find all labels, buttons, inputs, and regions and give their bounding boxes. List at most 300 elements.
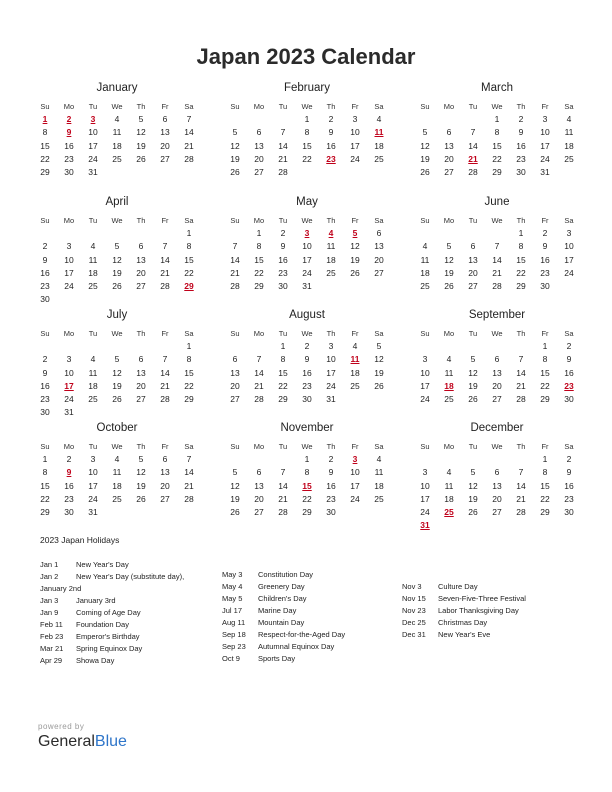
day: 7 (280, 467, 286, 478)
weekday-header: Mo (253, 216, 265, 225)
day: 11 (374, 467, 384, 478)
day: 29 (254, 281, 264, 291)
holiday-entry (40, 607, 141, 619)
day: 14 (230, 254, 240, 265)
day: 20 (254, 493, 264, 504)
holiday-list-title: 2023 Japan Holidays (40, 535, 120, 545)
day: 16 (516, 140, 526, 151)
month-name: June (484, 196, 510, 208)
day: 14 (160, 367, 170, 378)
day: 26 (230, 507, 240, 517)
holiday-date: Nov 15 (402, 594, 426, 603)
day: 27 (468, 281, 478, 291)
holiday-name: Christmas Day (438, 618, 488, 627)
day: 11 (326, 241, 336, 252)
day: 5 (114, 241, 120, 252)
day: 8 (494, 127, 500, 138)
holiday-name: Emperor's Birthday (76, 632, 140, 641)
day: 9 (542, 241, 548, 252)
day: 14 (468, 140, 478, 151)
month-november (223, 422, 391, 534)
day: 27 (444, 167, 454, 177)
day: 28 (230, 281, 240, 291)
day: 29 (40, 167, 50, 177)
calendar-grid (33, 82, 581, 531)
holiday-entry (40, 619, 129, 631)
month-name: October (96, 422, 138, 434)
day: 30 (278, 281, 288, 291)
day: 2 (280, 228, 286, 239)
day: 7 (280, 127, 286, 138)
weekday-header: Sa (564, 102, 574, 111)
day: 5 (470, 467, 476, 478)
weekday-header: Mo (443, 329, 455, 338)
holiday-name: New Year's Eve (438, 630, 491, 639)
day: 30 (302, 394, 312, 404)
day: 1 (494, 114, 500, 125)
weekday-header: Tu (278, 216, 288, 225)
holiday-name: Constitution Day (258, 570, 314, 579)
day: 28 (468, 167, 478, 177)
day: 27 (230, 394, 240, 404)
holiday-entry (40, 595, 116, 607)
day: 23 (40, 394, 50, 404)
weekday-header: Th (516, 102, 526, 111)
day: 23 (326, 493, 336, 504)
holiday-entry (222, 629, 345, 641)
holiday-name: Respect-for-the-Aged Day (258, 630, 346, 639)
day: 1 (542, 454, 548, 465)
day: 23 (516, 153, 526, 164)
day: 10 (350, 127, 360, 138)
day: 5 (470, 354, 476, 365)
month-april (33, 196, 201, 308)
weekday-header: Mo (63, 329, 75, 338)
day: 19 (468, 493, 478, 504)
day: 7 (186, 114, 192, 125)
holiday-entry (222, 593, 307, 605)
day: 7 (162, 354, 168, 365)
holiday-entry (40, 559, 129, 571)
day: 23 (540, 267, 550, 278)
day: 13 (492, 367, 502, 378)
holiday-list (40, 535, 580, 675)
day: 31 (326, 394, 336, 404)
holiday-name: Children's Day (258, 594, 307, 603)
weekday-header: Fr (161, 216, 169, 225)
day: 4 (90, 354, 96, 365)
day: 5 (446, 241, 452, 252)
weekday-header: Mo (63, 102, 75, 111)
holiday-date: Feb 23 (40, 632, 64, 641)
weekday-header: Th (326, 442, 336, 451)
day: 14 (160, 254, 170, 265)
day: 15 (278, 367, 288, 378)
holiday-date: Mar 21 (40, 644, 64, 653)
month-february (223, 82, 391, 194)
day: 15 (540, 367, 550, 378)
holiday-date: Sep 23 (222, 642, 246, 651)
day: 28 (160, 394, 170, 404)
day: 26 (112, 394, 122, 404)
day: 24 (420, 394, 430, 404)
day: 17 (540, 140, 550, 151)
day: 19 (230, 493, 240, 504)
day: 25 (350, 380, 360, 391)
day: 27 (136, 281, 146, 291)
holiday-date: Jan 3 (40, 596, 59, 605)
day: 26 (444, 281, 454, 291)
day: 2 (42, 354, 48, 365)
day: 8 (42, 127, 48, 138)
day: 2 (566, 454, 572, 465)
day: 10 (540, 127, 550, 138)
day: 26 (374, 380, 384, 391)
day: 7 (186, 454, 192, 465)
weekday-header: Tu (468, 329, 478, 338)
day: 6 (376, 228, 382, 239)
weekday-header: Tu (278, 442, 288, 451)
day: 4 (90, 241, 96, 252)
day: 16 (540, 254, 550, 265)
day: 2 (518, 114, 524, 125)
weekday-header: Mo (443, 102, 455, 111)
day: 9 (518, 127, 524, 138)
day: 17 (350, 140, 360, 151)
day: 6 (494, 467, 500, 478)
day: 13 (374, 241, 384, 252)
day: 15 (516, 254, 526, 265)
day: 9 (566, 467, 572, 478)
day: 28 (516, 507, 526, 517)
holiday-day: 3 (352, 454, 358, 465)
day: 20 (444, 153, 454, 164)
day: 6 (470, 241, 476, 252)
day: 18 (350, 367, 360, 378)
day: 1 (304, 454, 310, 465)
weekday-header: Su (420, 329, 430, 338)
day: 18 (420, 267, 430, 278)
day: 12 (468, 367, 478, 378)
month-name: September (468, 309, 526, 321)
weekday-header: Tu (88, 216, 98, 225)
day: 10 (420, 367, 430, 378)
day: 3 (90, 454, 96, 465)
weekday-header: Mo (253, 442, 265, 451)
holiday-name: Showa Day (76, 656, 115, 665)
day: 17 (350, 480, 360, 491)
month-name: February (283, 82, 331, 94)
day: 10 (88, 127, 98, 138)
day: 30 (564, 507, 574, 517)
day: 18 (112, 480, 122, 491)
day: 6 (446, 127, 452, 138)
day: 22 (278, 380, 288, 391)
weekday-header: We (301, 329, 313, 338)
month-august (223, 309, 391, 421)
day: 3 (422, 354, 428, 365)
day: 20 (254, 153, 264, 164)
day: 11 (420, 254, 430, 265)
weekday-header: Fr (161, 442, 169, 451)
weekday-header: Sa (374, 216, 384, 225)
weekday-header: Th (136, 102, 146, 111)
day: 4 (446, 354, 452, 365)
day: 3 (352, 114, 358, 125)
day: 31 (88, 167, 98, 177)
weekday-header: Mo (63, 216, 75, 225)
weekday-header: We (111, 216, 123, 225)
day: 30 (540, 281, 550, 291)
day: 15 (540, 480, 550, 491)
day: 19 (136, 140, 146, 151)
holiday-name: January 3rd (76, 596, 116, 605)
day: 16 (40, 380, 50, 391)
day: 19 (112, 267, 122, 278)
weekday-header: Tu (278, 329, 288, 338)
holiday-entry (402, 617, 487, 629)
day: 13 (136, 367, 146, 378)
day: 19 (230, 153, 240, 164)
day: 23 (64, 153, 74, 164)
day: 29 (492, 167, 502, 177)
holiday-name: New Year's Day (substitute day), (76, 572, 185, 581)
day: 16 (40, 267, 50, 278)
day: 16 (326, 140, 336, 151)
day: 8 (256, 241, 262, 252)
day: 24 (88, 493, 98, 504)
day: 16 (302, 367, 312, 378)
day: 12 (136, 127, 146, 138)
holiday-day: 15 (302, 480, 312, 491)
day: 26 (350, 267, 360, 278)
day: 4 (566, 114, 572, 125)
holiday-day: 4 (328, 228, 334, 239)
holiday-day: 5 (352, 228, 358, 239)
day: 13 (160, 127, 170, 138)
weekday-header: Fr (161, 329, 169, 338)
weekday-header: Su (40, 442, 50, 451)
day: 4 (352, 341, 358, 352)
holiday-date: Dec 25 (402, 618, 426, 627)
holiday-entry (402, 605, 519, 617)
day: 29 (302, 507, 312, 517)
day: 22 (254, 267, 264, 278)
month-name: December (470, 422, 524, 434)
day: 16 (564, 367, 574, 378)
holiday-name: Culture Day (438, 582, 478, 591)
day: 5 (422, 127, 428, 138)
day: 21 (492, 267, 502, 278)
day: 30 (40, 294, 50, 305)
day: 28 (184, 153, 194, 164)
day: 28 (492, 281, 502, 291)
day: 30 (564, 394, 574, 404)
day: 2 (566, 341, 572, 352)
day: 6 (494, 354, 500, 365)
weekday-header: Tu (88, 442, 98, 451)
holiday-date: May 3 (222, 570, 243, 579)
day: 19 (444, 267, 454, 278)
day: 27 (492, 394, 502, 404)
holiday-day: 23 (326, 153, 336, 164)
holiday-day: 23 (564, 380, 574, 391)
holiday-day: 31 (420, 520, 430, 531)
day: 25 (444, 394, 454, 404)
day: 3 (328, 341, 334, 352)
weekday-header: Sa (184, 442, 194, 451)
day: 24 (326, 380, 336, 391)
day: 13 (492, 480, 502, 491)
weekday-header: Sa (564, 442, 574, 451)
holiday-day: 3 (304, 228, 310, 239)
holiday-day: 18 (444, 380, 454, 391)
day: 15 (254, 254, 264, 265)
day: 8 (304, 467, 310, 478)
day: 30 (326, 507, 336, 517)
holiday-name: January 2nd (40, 584, 82, 593)
weekday-header: Th (326, 216, 336, 225)
holiday-name: Spring Equinox Day (76, 644, 143, 653)
day: 29 (184, 394, 194, 404)
day: 26 (468, 394, 478, 404)
day: 12 (374, 354, 384, 365)
weekday-header: Sa (184, 102, 194, 111)
weekday-header: Sa (374, 442, 384, 451)
day: 11 (112, 467, 122, 478)
holiday-day: 1 (42, 114, 48, 125)
day: 5 (138, 114, 144, 125)
weekday-header: Mo (253, 102, 265, 111)
weekday-header: Fr (541, 329, 549, 338)
day: 25 (374, 493, 384, 504)
day: 1 (186, 341, 192, 352)
day: 9 (328, 127, 334, 138)
logo-part-blue: Blue (94, 733, 127, 750)
holiday-day: 17 (64, 380, 74, 391)
holiday-entry (40, 655, 114, 667)
day: 23 (302, 380, 312, 391)
holiday-entry (222, 605, 296, 617)
brand-logo[interactable] (38, 722, 127, 751)
day: 25 (112, 493, 122, 504)
day: 21 (278, 493, 288, 504)
weekday-header: Su (420, 102, 430, 111)
day: 28 (160, 281, 170, 291)
holiday-name: Autumnal Equinox Day (258, 642, 335, 651)
holiday-entry (222, 581, 305, 593)
holiday-date: Jan 1 (40, 560, 59, 569)
month-september (413, 309, 581, 421)
day: 6 (162, 454, 168, 465)
day: 28 (254, 394, 264, 404)
day: 17 (302, 254, 312, 265)
day: 27 (160, 153, 170, 164)
day: 31 (88, 507, 98, 517)
holiday-date: May 4 (222, 582, 243, 591)
day: 8 (186, 354, 192, 365)
day: 24 (564, 267, 574, 278)
holiday-entry (222, 641, 334, 653)
day: 2 (542, 228, 548, 239)
day: 7 (518, 354, 524, 365)
day: 17 (88, 480, 98, 491)
day: 13 (254, 480, 264, 491)
day: 28 (278, 507, 288, 517)
day: 2 (328, 114, 334, 125)
day: 16 (564, 480, 574, 491)
day: 20 (492, 493, 502, 504)
weekday-header: Tu (468, 442, 478, 451)
month-name: May (296, 196, 318, 208)
holiday-date: Dec 31 (402, 630, 426, 639)
day: 2 (304, 341, 310, 352)
holiday-entry (40, 583, 81, 595)
weekday-header: Su (40, 329, 50, 338)
holiday-date: Jan 9 (40, 608, 59, 617)
day: 29 (40, 507, 50, 517)
day: 20 (160, 480, 170, 491)
day: 27 (492, 507, 502, 517)
day: 1 (280, 341, 286, 352)
day: 18 (88, 380, 98, 391)
day: 20 (492, 380, 502, 391)
month-name: August (289, 309, 325, 321)
day: 22 (516, 267, 526, 278)
day: 25 (326, 267, 336, 278)
weekday-header: Su (40, 216, 50, 225)
month-october (33, 422, 201, 534)
day: 19 (468, 380, 478, 391)
weekday-header: Th (516, 329, 526, 338)
day: 27 (254, 167, 264, 177)
day: 12 (136, 467, 146, 478)
day: 20 (136, 380, 146, 391)
day: 6 (232, 354, 238, 365)
holiday-name: Labor Thanksgiving Day (438, 606, 519, 615)
day: 3 (542, 114, 548, 125)
day: 10 (420, 480, 430, 491)
day: 19 (374, 367, 384, 378)
weekday-header: We (491, 216, 503, 225)
day: 2 (42, 241, 48, 252)
holiday-date: Aug 11 (222, 618, 246, 627)
day: 31 (302, 281, 312, 291)
day: 25 (88, 281, 98, 291)
month-june (413, 196, 581, 308)
weekday-header: Fr (351, 329, 359, 338)
day: 19 (112, 380, 122, 391)
holiday-day: 3 (90, 114, 96, 125)
day: 7 (518, 467, 524, 478)
weekday-header: Su (40, 102, 50, 111)
day: 16 (278, 254, 288, 265)
day: 15 (302, 140, 312, 151)
day: 7 (232, 241, 238, 252)
day: 14 (254, 367, 264, 378)
page-title: Japan 2023 Calendar (196, 44, 416, 69)
day: 8 (186, 241, 192, 252)
weekday-header: Su (420, 216, 430, 225)
day: 26 (136, 153, 146, 164)
day: 22 (40, 493, 50, 504)
day: 22 (184, 267, 194, 278)
month-december (413, 422, 581, 534)
holiday-name: Foundation Day (76, 620, 129, 629)
day: 26 (420, 167, 430, 177)
holiday-date: May 5 (222, 594, 243, 603)
weekday-header: Su (230, 442, 240, 451)
